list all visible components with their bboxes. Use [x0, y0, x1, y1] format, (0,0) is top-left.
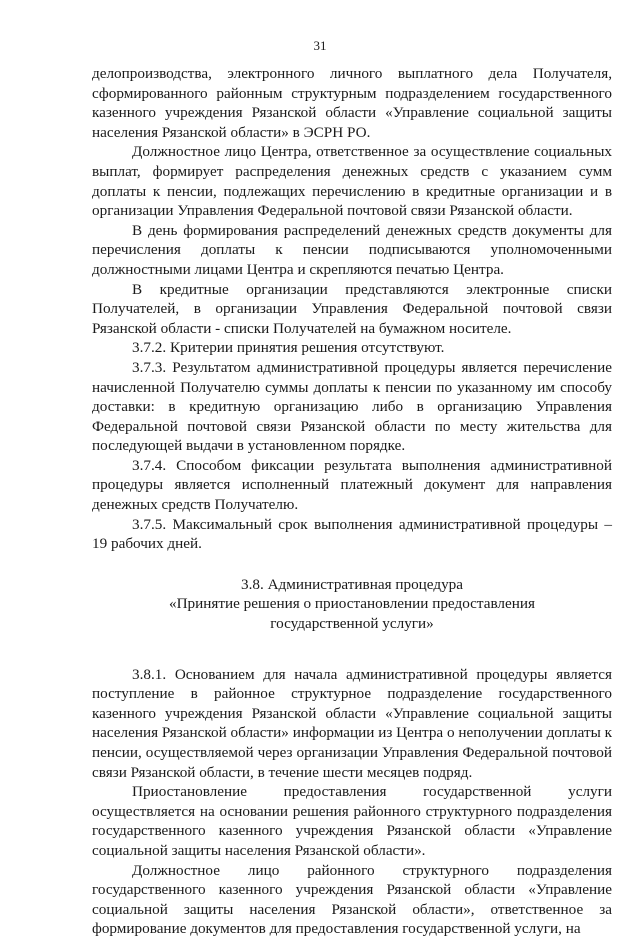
section-subtitle: «Принятие решения о приостановлении предоставления: [168, 595, 535, 613]
paragraph: делопроизводства, электронного личного выплатного дела Получателя, сформированного районным структурным подразделением государственного казенного учреждения Рязанской области «Управление социальной защиты населения Рязанской области» в ЭСРН РО.: [92, 65, 612, 141]
paragraph: Приостановление предоставления государственной услуги осуществляется на основании решения районного структурного подразделения государственного казенного учреждения Рязанской области «Управление социальной защиты населения Рязанской области».: [92, 783, 612, 859]
paragraph: 3.8.1. Основанием для начала административной процедуры является поступление в районное структурное подразделение государственного казенного учреждения Рязанской области «Управление социальной защиты населения Рязанской области» информации из Центра о неполучении доплаты к пенсии, осуществляемой через организации Управления Федеральной почтовой связи Рязанской области, в течение шести месяцев подряд.: [92, 665, 612, 781]
paragraph: Должностное лицо Центра, ответственное за осуществление социальных выплат, формирует распределения денежных средств с указанием сумм доплаты к пенсии, подлежащих перечислению в кредитные организации и в организации Управления Федеральной почтовой связи Рязанской области.: [92, 143, 612, 220]
section-title: 3.8. Административная процедура: [241, 575, 463, 593]
page-number: 31: [313, 38, 327, 53]
paragraph: 3.7.3. Результатом административной процедуры является перечисление начисленной Получателю суммы доплаты к пенсии по указанному им способу доставки: в кредитную организацию либо в организацию Управления Федеральной почтовой связи Рязанской области по месту жительства для последующей выдачи в установленном порядке.: [92, 358, 612, 455]
paragraph: Должностное лицо районного структурного подразделения государственного казенного учреждения Рязанской области «Управление социальной защиты населения Рязанской области», ответственное за формирование документов для предоставления государственной услуги, на: [92, 861, 612, 938]
paragraph: 3.7.5. Максимальный срок выполнения административной процедуры – 19 рабочих дней.: [92, 515, 612, 553]
section-subtitle: государственной услуги»: [270, 615, 434, 633]
document-body: [92, 64, 612, 939]
paragraph: В день формирования распределений денежных средств документы для перечисления доплаты к пенсии подписываются уполномоченными должностными лицами Центра и скрепляются печатью Центра.: [92, 221, 612, 278]
paragraph: В кредитные организации представляются электронные списки Получателей, в организации Управления Федеральной почтовой связи Рязанской области - списки Получателей на бумажном носителе.: [92, 280, 612, 337]
paragraph: 3.7.4. Способом фиксации результата выполнения административной процедуры является исполненный платежный документ для направления денежных средств Получателю.: [92, 456, 612, 514]
paragraph: 3.7.2. Критерии принятия решения отсутствуют.: [132, 339, 445, 357]
section-heading: [92, 575, 612, 634]
